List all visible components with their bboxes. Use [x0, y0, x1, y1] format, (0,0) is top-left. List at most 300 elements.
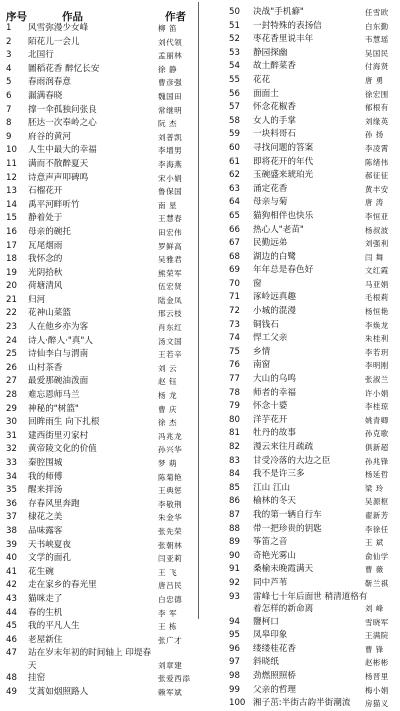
table-row	[0, 686, 197, 700]
entry-number: 32	[6, 444, 17, 455]
table-row	[0, 90, 197, 104]
table-row	[200, 482, 400, 496]
entry-author: 陆金凤	[158, 295, 183, 305]
entry-number: 41	[6, 566, 17, 577]
table-row	[200, 224, 400, 238]
table-row	[200, 319, 400, 333]
entry-title: 诗意声声叩碑鸣	[28, 172, 89, 183]
table-row	[0, 443, 197, 457]
table-row	[0, 634, 197, 648]
entry-author: 闫亚莉	[158, 554, 183, 564]
entry-author: 李海燕	[158, 159, 183, 169]
entry-number: 18	[6, 254, 17, 265]
entry-author: 翟新芳	[365, 510, 389, 520]
entry-number: 87	[229, 509, 240, 520]
entry-author: 徐宏围	[365, 89, 389, 99]
entry-title: 静园探幽	[253, 47, 288, 58]
table-row	[0, 199, 197, 213]
entry-number: 86	[229, 496, 240, 507]
table-row	[0, 389, 197, 403]
entry-title: 寻找问题的答案	[253, 142, 314, 153]
entry-author: 杨晋里	[365, 671, 389, 681]
entry-author: 魏国田	[158, 91, 183, 101]
entry-number: 57	[229, 102, 240, 113]
entry-author: 南 星	[158, 200, 178, 210]
entry-title: 凤皋印象	[253, 630, 288, 641]
entry-title: 怀念花椒香	[253, 102, 296, 113]
table-row	[200, 251, 400, 265]
entry-author: 俱新超	[365, 443, 389, 452]
table-row	[200, 550, 400, 564]
entry-number: 85	[229, 482, 240, 493]
entry-author: 田宏伟	[158, 227, 183, 237]
entry-title: 我的师傅	[28, 471, 63, 482]
table-row	[0, 579, 197, 593]
entry-number: 97	[229, 657, 240, 668]
header-title: 作品	[62, 11, 83, 23]
entry-number: 39	[6, 539, 17, 550]
entry-author: 熊荣军	[158, 268, 183, 278]
entry-number: 45	[6, 621, 17, 632]
entry-title: 奇艳光雾山	[253, 550, 296, 561]
entry-number: 31	[6, 430, 17, 441]
table-row	[0, 131, 197, 145]
table-row	[0, 307, 197, 321]
entry-author: 吴雅君	[158, 255, 183, 265]
entry-author: 陈菊艳	[158, 472, 183, 482]
entry-number: 47	[6, 648, 17, 659]
entry-number: 96	[229, 643, 240, 654]
entry-number: 16	[6, 226, 17, 237]
table-row	[200, 196, 400, 210]
table-row	[0, 104, 197, 118]
entry-number: 64	[229, 197, 240, 208]
entry-title: 静着处于	[28, 213, 63, 224]
entry-title: 花神山菜篮	[28, 308, 71, 319]
entry-number: 34	[6, 471, 17, 482]
entry-number: 83	[229, 455, 240, 466]
entry-number: 61	[229, 156, 240, 167]
entry-author: 唐 涛	[365, 198, 384, 208]
entry-author: 王满院	[365, 631, 389, 641]
entry-number: 26	[6, 362, 17, 373]
table-row	[200, 577, 400, 591]
entry-number: 21	[6, 294, 17, 305]
entry-title: 湘子茁:半街古韵半街潮流	[253, 698, 351, 709]
entry-author: 刘章建	[158, 660, 183, 670]
entry-number: 76	[229, 360, 240, 371]
table-row	[200, 60, 400, 74]
entry-author: 唐吕民	[158, 581, 183, 591]
entry-author: 王典惩	[158, 486, 183, 496]
entry-title: 带一把珍贵的钥匙	[253, 523, 322, 534]
entry-number: 3	[6, 50, 12, 61]
entry-number: 58	[229, 115, 240, 126]
table-row	[200, 210, 400, 224]
entry-author: 孙 扬	[365, 130, 384, 140]
entry-title: 归河	[28, 294, 46, 305]
entry-title: 撑一伞孤独问张良	[28, 104, 97, 115]
table-row	[0, 672, 197, 686]
entry-author: 闫 舞	[365, 252, 384, 262]
entry-number: 43	[6, 593, 17, 604]
entry-number: 67	[229, 238, 240, 249]
table-row	[200, 468, 400, 482]
entry-author: 张爱西添	[158, 674, 191, 684]
entry-title: 满而不散醉夏天	[28, 158, 89, 169]
entry-author: 鲁保国	[158, 187, 183, 197]
entry-title: 艾蒿如烟照路人	[28, 686, 89, 697]
entry-number: 28	[6, 390, 17, 401]
table-row	[0, 525, 197, 539]
entry-author: 赵彬彬	[365, 658, 389, 668]
entry-author: 白忠德	[158, 594, 183, 604]
entry-title: 禹平河畔听竹	[28, 199, 80, 210]
table-row	[200, 697, 400, 711]
table-row	[200, 414, 400, 428]
entry-author: 孙兆锋	[365, 456, 389, 466]
entry-number: 44	[6, 607, 17, 618]
entry-number: 98	[229, 670, 240, 681]
entry-number: 5	[6, 77, 12, 88]
entry-title: 挂窑	[28, 673, 46, 684]
table-row	[200, 536, 400, 550]
entry-number: 79	[229, 401, 240, 412]
entry-number: 68	[229, 251, 240, 262]
entry-number: 69	[229, 265, 240, 276]
entry-title: 一封特殊的表扬信	[253, 20, 322, 31]
entry-author: 冯兆龙	[158, 431, 183, 441]
table-row	[0, 566, 197, 580]
entry-number: 38	[6, 525, 17, 536]
entry-author: 雪晓军	[365, 617, 389, 627]
entry-number: 17	[6, 240, 17, 251]
entry-author: 马亚娟	[365, 279, 389, 289]
entry-title: 桑榆未晚霞满天	[253, 564, 314, 575]
entry-number: 35	[6, 485, 17, 496]
entry-author: 李若玥	[365, 347, 389, 357]
table-row	[200, 74, 400, 88]
column-divider	[198, 2, 199, 619]
table-row	[200, 373, 400, 387]
entry-author: 张先荣	[158, 526, 183, 536]
table-row	[200, 670, 400, 684]
entry-number: 74	[229, 333, 240, 344]
entry-title: 洋芋花开	[253, 414, 288, 425]
entry-title: 春雨润春意	[28, 77, 71, 88]
entry-author: 李桂琼	[365, 402, 389, 412]
entry-author: 李凌霄	[365, 143, 389, 153]
table-row	[200, 616, 400, 630]
right-column	[200, 0, 400, 711]
entry-number: 78	[229, 387, 240, 398]
entry-number: 84	[229, 469, 240, 480]
entry-title: 花花	[253, 74, 271, 85]
entry-title: 文学的面孔	[28, 553, 71, 564]
entry-author: 孙克歌	[365, 429, 389, 439]
entry-author: 房猫义	[365, 699, 389, 709]
entry-number: 4	[6, 63, 12, 74]
entry-number: 48	[6, 673, 17, 684]
entry-number: 56	[229, 88, 240, 99]
table-row	[200, 101, 400, 115]
entry-number: 9	[6, 131, 12, 142]
entry-author: 李增男	[158, 146, 183, 156]
entry-title: 我不是许三多	[253, 469, 305, 480]
entry-author: 刘代领	[158, 37, 183, 47]
table-row	[0, 117, 197, 131]
table-row	[200, 264, 400, 278]
entry-title: 存春风里奔跑	[28, 498, 80, 509]
entry-title: 母亲与菊	[253, 197, 288, 208]
entry-title: 筝笛之音	[253, 537, 288, 548]
entry-author: 柳 笛	[158, 24, 178, 33]
table-row	[200, 278, 400, 292]
entry-number: 99	[229, 684, 240, 695]
entry-number: 91	[229, 564, 240, 575]
entry-author: 张广才	[158, 635, 183, 645]
entry-number: 71	[229, 292, 240, 303]
entry-number: 15	[6, 213, 17, 224]
entry-author: 吴源枢	[365, 497, 389, 507]
table-row	[200, 305, 400, 319]
entry-author: 孙兴华	[158, 445, 183, 455]
entry-title: 玉碗盛来琥珀光	[253, 170, 314, 181]
entry-title: 醒来拌汤	[28, 485, 63, 496]
entry-title: 南窗	[253, 360, 271, 371]
table-row	[200, 656, 400, 670]
entry-author: 唐 勇	[365, 75, 384, 85]
entry-number: 63	[229, 183, 240, 194]
entry-title: 缕缕桂花香	[253, 643, 296, 654]
entry-title: 石榴花开	[28, 186, 63, 197]
table-row	[0, 362, 197, 376]
entry-author: 李焕龙	[365, 320, 389, 330]
entry-author: 徐 杰	[158, 418, 178, 428]
entry-title: 春的生机	[28, 607, 63, 618]
entry-author: 靳兰祺	[365, 578, 389, 588]
entry-number: 27	[6, 376, 17, 387]
entry-number: 75	[229, 346, 240, 357]
entry-author: 王若辛	[158, 350, 183, 360]
entry-title: 热心人"老苗"	[253, 224, 304, 235]
entry-title: 决战"手机癖"	[253, 7, 304, 17]
entry-author: 曹彦强	[158, 78, 183, 88]
entry-title: 瓦尾烟雨	[28, 240, 63, 251]
table-row	[0, 430, 197, 444]
table-row	[0, 416, 197, 430]
entry-author: 梅小娟	[365, 685, 389, 695]
entry-number: 20	[6, 281, 17, 292]
table-row	[200, 6, 400, 20]
entry-number: 80	[229, 414, 240, 425]
entry-number: 1	[6, 23, 12, 33]
entry-title: 故土醉菜香	[253, 61, 296, 72]
entry-title: 陌花儿一会儿	[28, 36, 80, 47]
table-row	[200, 142, 400, 156]
entry-number: 89	[229, 537, 240, 548]
entry-author: 汤文国	[158, 336, 183, 346]
entry-title: 人生中最大的幸福	[28, 145, 97, 156]
table-row	[200, 455, 400, 469]
entry-author: 俞仙学	[365, 551, 389, 561]
table-row	[200, 643, 400, 657]
table-row	[200, 563, 400, 577]
table-row	[0, 375, 197, 389]
entry-title: 胚达一次奉岭之心	[28, 118, 97, 129]
entry-title: 猫狗相伴也快乐	[253, 210, 314, 221]
entry-title: 建西街里刃家村	[28, 430, 89, 441]
entry-author: 杨延哲	[365, 470, 389, 480]
table-row	[0, 593, 197, 607]
entry-number: 93	[229, 591, 240, 602]
entry-title: 枣花香里说丰年	[253, 34, 314, 45]
entry-title: 漫云来往月疏疏	[253, 442, 314, 452]
table-row	[0, 294, 197, 308]
entry-title: 小城的混漫	[253, 306, 296, 317]
entry-number: 66	[229, 224, 240, 235]
entry-title: 站在岁末年初的时间轴上 印堤春天	[28, 648, 152, 671]
entry-title: 同中芦苇	[253, 577, 288, 588]
entry-title: 榆林的冬天	[253, 496, 296, 507]
entry-author: 毛根莉	[365, 293, 389, 303]
entry-author: 肖东红	[158, 323, 183, 333]
entry-number: 33	[6, 458, 17, 468]
table-row	[0, 321, 197, 335]
entry-title: 花生碗	[28, 566, 54, 577]
entry-author: 任雪欧	[365, 8, 389, 17]
table-row	[0, 457, 197, 471]
entry-number: 42	[6, 580, 17, 591]
table-row	[200, 169, 400, 183]
table-row	[200, 400, 400, 414]
entry-number: 40	[6, 553, 17, 564]
entry-author: 赖军斌	[158, 687, 183, 697]
table-row	[200, 128, 400, 142]
entry-title: 悍工父亲	[253, 333, 288, 344]
entry-number: 24	[6, 335, 17, 346]
entry-title: 乡情	[253, 346, 271, 357]
entry-author: 付海贤	[365, 62, 389, 72]
entry-author: 姚青卿	[365, 415, 389, 425]
entry-title: 难忘恩师马兰	[28, 390, 80, 401]
entry-number: 90	[229, 550, 240, 561]
entry-author: 曹 锋	[365, 644, 384, 654]
entry-author: 王 栋	[158, 622, 178, 632]
entry-number: 88	[229, 523, 240, 534]
entry-author: 刘强利	[365, 239, 389, 249]
entry-author: 郁根有	[365, 103, 389, 113]
entry-author: 伍宏贤	[158, 282, 183, 292]
entry-number: 37	[6, 512, 17, 523]
entry-title: 牡丹的故事	[253, 428, 296, 439]
entry-number: 77	[229, 374, 240, 385]
entry-title: 我怀念的	[28, 254, 63, 265]
entry-author: 梁 玲	[365, 483, 384, 493]
entry-number: 92	[229, 577, 240, 588]
entry-number: 60	[229, 142, 240, 153]
entry-author: 曹 薇	[365, 565, 384, 575]
entry-number: 11	[6, 158, 17, 169]
entry-title: 劲燃照照桥	[253, 670, 296, 681]
entry-title: 面面土	[253, 88, 279, 99]
table-row	[200, 33, 400, 47]
entry-title: 回眸雨生 向下扎根	[28, 417, 100, 428]
entry-author: 郝征征	[365, 171, 389, 181]
entry-author: 杨 龙	[158, 391, 178, 401]
table-row	[0, 76, 197, 90]
entry-number: 54	[229, 61, 240, 72]
table-row	[0, 144, 197, 158]
entry-author: 黄丰安	[365, 184, 389, 194]
table-row	[0, 348, 197, 362]
table-row	[0, 172, 197, 186]
entry-number: 72	[229, 306, 240, 317]
entry-author: 李徐任	[365, 524, 389, 534]
entry-author: 李敬荆	[158, 499, 183, 509]
entry-title: 走在家乡的春光里	[28, 580, 97, 591]
entry-title: 鹽柯口	[253, 616, 279, 627]
table-row	[0, 253, 197, 267]
table-row	[200, 332, 400, 346]
table-row	[200, 495, 400, 509]
entry-title: 女人的手掌	[253, 115, 296, 126]
entry-author: 刘 云	[158, 363, 178, 373]
entry-title: 猫咪走了	[28, 593, 63, 604]
entry-title: 山村茶香	[28, 362, 63, 373]
entry-author: 李恒亚	[365, 211, 389, 221]
entry-number: 51	[229, 20, 240, 31]
entry-author: 陈绪伟	[365, 157, 389, 167]
entry-author: 宋小娟	[158, 173, 183, 183]
entry-number: 49	[6, 686, 17, 697]
entry-title: 怀念十婆	[253, 401, 288, 412]
entry-number: 46	[6, 634, 17, 645]
table-row	[0, 185, 197, 199]
entry-title: 大山的乌鸣	[253, 374, 296, 385]
entry-number: 7	[6, 104, 12, 115]
entry-number: 10	[6, 145, 17, 156]
table-row	[0, 552, 197, 566]
entry-title: 诗仙李白与渭南	[28, 349, 89, 360]
left-rows	[0, 22, 197, 700]
entry-number: 62	[229, 170, 240, 181]
table-row	[0, 498, 197, 512]
entry-number: 23	[6, 322, 17, 333]
entry-title: 漏满春晓	[28, 90, 63, 101]
entry-number: 14	[6, 199, 17, 210]
entry-author: 梦 萌	[158, 459, 178, 468]
entry-number: 95	[229, 630, 240, 641]
entry-title: 江山 江山	[253, 482, 291, 493]
table-row	[0, 158, 197, 172]
entry-title: 风雪弥漫少女峰	[28, 23, 89, 33]
entry-number: 82	[229, 442, 240, 452]
entry-title: 诗人·醉人·"真"人	[28, 335, 93, 346]
table-row	[200, 291, 400, 305]
entry-author: 罗鲜高	[158, 241, 183, 251]
table-row	[200, 684, 400, 698]
table-row	[0, 620, 197, 634]
header-author: 作者	[165, 11, 186, 23]
entry-number: 2	[6, 36, 12, 47]
table-row	[200, 387, 400, 401]
entry-author: 李 军	[158, 608, 178, 618]
entry-title: 一块料哥石	[253, 129, 296, 140]
entry-number: 25	[6, 349, 17, 360]
entry-number: 50	[229, 7, 240, 17]
entry-number: 55	[229, 74, 240, 85]
